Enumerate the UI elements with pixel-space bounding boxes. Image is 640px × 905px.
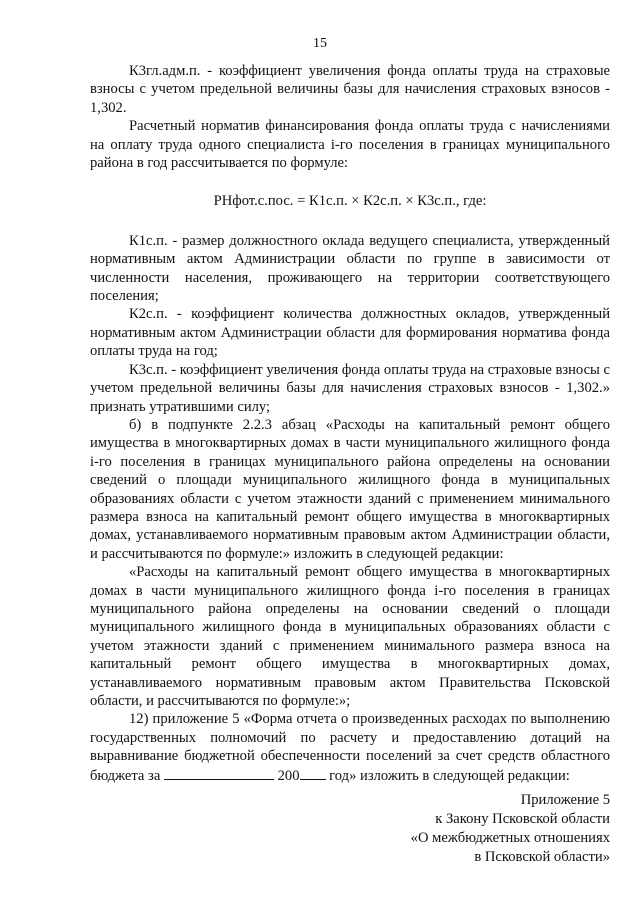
appendix-title: Приложение 5 [520,792,610,809]
formula-rnfot: РНфот.с.пос. = К1с.п. × К2с.п. × К3с.п., где: [213,193,487,210]
paragraph-k3sp: К3с.п. - коэффициент увеличения фонда оплаты труда на страховые взносы с учетом предельной величины базы для начисления страховых взносов - 1,302.» признать утратившими силу; [90,361,610,415]
paragraph-k1sp: К1с.п. - размер должностного оклада ведущего специалиста, утвержденный нормативным актом Администрации области по группе в зависимости от численности населения, проживающего на территории соответствующего поселения; [90,232,610,305]
appendix-header [90,791,610,867]
document-body [90,62,610,867]
paragraph-item-12 [90,710,610,785]
paragraph-k2sp: К2с.п. - коэффициент количества должностных окладов, утвержденный нормативным актом Администрации области для формирования норматива фонда оплаты труда на год; [90,306,610,360]
paragraph-subpoint-b: б) в подпункте 2.2.3 абзац «Расходы на капитальный ремонт общего имущества в многоквартирных домах в части муниципального жилищного фонда i-го поселения в границах муниципального района определены на основании сведений о площади муниципального жилищного фонда в муниципальных образованиях области с учетом этажности зданий с применением минимального размера взноса на капитальный ремонт общего имущества в многоквартирных домах, устанавливаемого нормативным правовым актом Администрации области, и рассчитываются по формуле:» изложить в следующей редакции: [90,416,610,562]
appendix-law-name-1: «О межбюджетных отношениях [410,830,610,847]
blank-line-year [300,766,326,780]
paragraph-calculation-norm: Расчетный норматив финансирования фонда оплаты труда с начислениями на оплату труда одного специалиста i-го поселения в границах муниципального района в год рассчитывается по формуле: [90,118,610,172]
item-12-text-end: год» изложить в следующей редакции: [329,767,570,784]
appendix-law-ref: к Закону Псковской области [435,811,610,828]
blank-line-period [164,766,274,780]
item-12-text-start: 12) приложение 5 «Форма отчета о произведенных расходах по выполнению государственных полномочий по расчету и предоставлению дотаций на выравнивание бюджетной обеспеченности поселений за счет средств областного бюджета за [90,711,610,784]
page-number: 15 [313,36,327,51]
paragraph-k3gl-adm: К3гл.адм.п. - коэффициент увеличения фонда оплаты труда на страховые взносы с учетом предельной величины базы для начисления страховых взносов - 1,302. [90,63,610,116]
item-12-year-prefix: 200 [277,767,300,784]
appendix-law-name-2: в Псковской области» [474,849,610,866]
paragraph-new-wording: «Расходы на капитальный ремонт общего имущества в многоквартирных домах в части муниципального жилищного фонда i-го поселения в границах муниципального района определены на основании сведений о площади муниципального жилищного фонда в муниципальных образованиях области с учетом этажности зданий с применением минимального размера взноса на капитальный ремонт общего имущества в многоквартирных домах, устанавливаемого нормативным правовым актом Правительства Псковской области, и рассчитываются по формуле:»; [90,564,610,709]
